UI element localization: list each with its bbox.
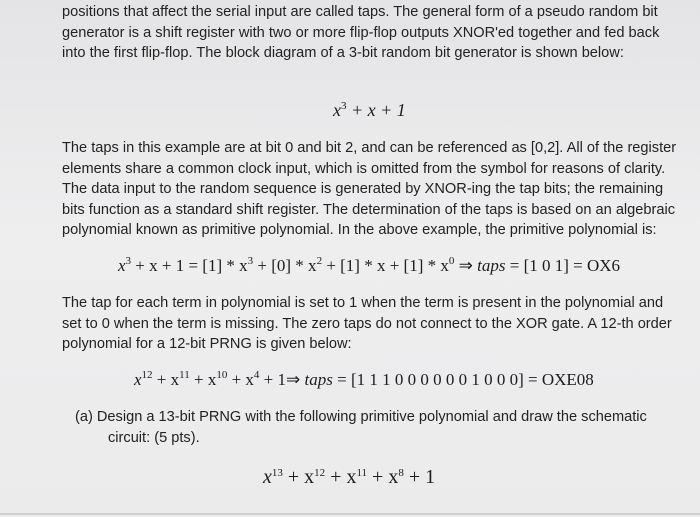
text-line: into the first flip-flop. The block diagram of a 3-bit random bit generator is shown below:	[62, 45, 624, 61]
polynomial-13bit-equation: $x^{13} + x^{12} + x^{11} + x^8 + 1$	[263, 466, 436, 488]
taps-paragraph	[62, 138, 677, 241]
text-line: positions that affect the serial input are called taps. The general form of a pseudo random bit	[62, 4, 658, 20]
text-line: The data input to the random sequence is generated by XNOR-ing the tap bits; the remaining	[62, 181, 664, 197]
text-line: polynomial known as primitive polynomial. In the above example, the primitive polynomial is:	[62, 222, 657, 238]
page-edge-divider	[0, 513, 700, 515]
text-line: elements share a common clock input, which is omitted from the symbol for reasons of clarity.	[62, 160, 666, 177]
intro-paragraph	[62, 2, 674, 64]
tap-rule-paragraph	[62, 293, 674, 355]
text-line: circuit: (5 pts).	[108, 429, 200, 446]
text-line: The tap for each term in polynomial is set to 1 when the term is present in the polynomial and	[62, 295, 664, 311]
part-a-question	[75, 407, 687, 448]
text-line: bits function as a standard shift register. The determination of the taps is based on an algebraic	[62, 201, 676, 218]
text-line: (a) Design a 13-bit PRNG with the following primitive polynomial and draw the schematic	[75, 409, 647, 425]
text-line: set to 0 when the term is missing. The zero taps do not connect to the XOR gate. A 12-th order	[62, 315, 672, 332]
primitive-polynomial-equation: $x^3 + x + 1 = [1] * x^3 + [0] * x^2 + [1] * x + [1] * x^0$ ⇒ taps = [1 0 1] = OX6	[118, 255, 621, 275]
text-line: generator is a shift register with two or more flip-flop outputs XNOR'ed together and fed back	[62, 24, 660, 41]
polynomial-12bit-equation: $x^{12} + x^{11} + x^{10} + x^4$ + 1⇒ taps = [1 1 1 0 0 0 0 0 0 1 0 0 0] = OXE08	[134, 369, 594, 389]
text-line: polynomial for a 12-bit PRNG is given below:	[62, 336, 352, 352]
polynomial-3bit: $x^3 + x + 1$	[333, 100, 406, 120]
text-line: The taps in this example are at bit 0 and bit 2, and can be referenced as [0,2]. All of the register	[62, 140, 677, 156]
